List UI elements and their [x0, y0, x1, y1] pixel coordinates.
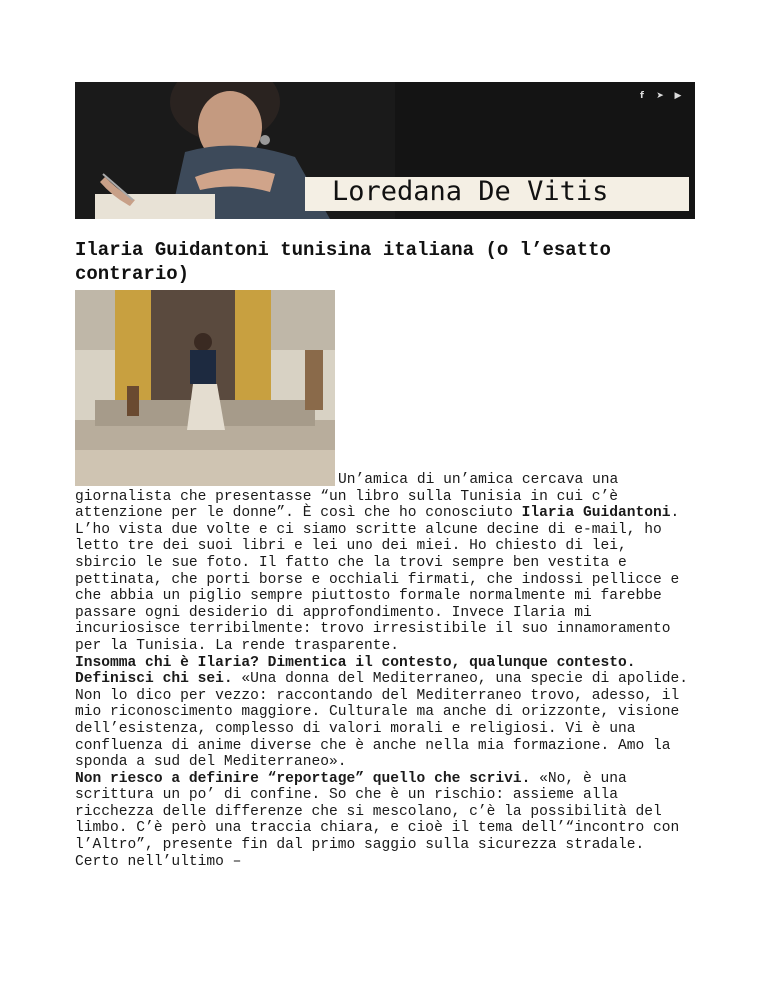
site-name[interactable]: Loredana De Vitis	[332, 176, 609, 207]
article-photo	[75, 290, 335, 486]
question-1: Insomma chi è Ilaria? Dimentica il contesto, qualunque contesto. Definisci chi sei. «Una donna del Mediterraneo, una specie di apolide. Non lo dico per vezzo: raccontando del Mediterraneo trovo, adesso, il mio riconoscimento maggiore. Culturale ma anche di orizzonte, visione dell’esistenza, complesso di valori morali e religiosi. Vi è una confluenza di anime diverse che è anche nella mia formazione. Amo la sponda a sud del Mediterraneo».	[75, 654, 689, 771]
article-body	[75, 472, 695, 870]
facebook-icon[interactable]: f	[640, 91, 644, 101]
article-title: Ilaria Guidantoni tunisina italiana (o l’esatto contrario)	[75, 239, 611, 285]
social-links	[635, 90, 685, 102]
question-2: Non riesco a definire “reportage” quello che scrivi. «No, è una scrittura un po’ di confine. So che è un rischio: assieme alla ricchezza delle differenze che si mescolano, c’è la possibilità del limbo. C’è però una traccia chiara, e cioè il tema dell’“incontro con l’Altro”, presente fin dal primo saggio sulla sicurezza stradale. Certo nell’ultimo –	[75, 770, 680, 870]
youtube-icon[interactable]: ▶	[674, 91, 682, 101]
person-name: Ilaria Guidantoni	[521, 505, 671, 522]
header-banner	[75, 82, 695, 219]
paragraph-intro: giornalista che presentasse “un libro sulla Tunisia in cui c’è attenzione per le donne”. È così che ho conosciuto Ilaria Guidantoni. L’ho vista due volte e ci siamo scritte alcune decine di e-mail, ho letto tre dei suoi libri e lei uno dei miei. Ho chiesto di lei, sbircio le sue foto. Il fatto che la trovi sempre ben vestita e pettinata, che porti borse e occhiali firmati, che indossi pellicce e che abbia un piglio sempre piuttosto formale normalmente mi farebbe passare ogni desiderio di approfondimento. Invece Ilaria mi incuriosisce terribilmente: trovo irresistibile il suo innamoramento per la Tunisia. La rende trasparente.	[75, 488, 680, 654]
intro-line: Un’amica di un’amica cercava una	[338, 472, 619, 488]
twitter-icon[interactable]: ➤	[656, 91, 664, 101]
